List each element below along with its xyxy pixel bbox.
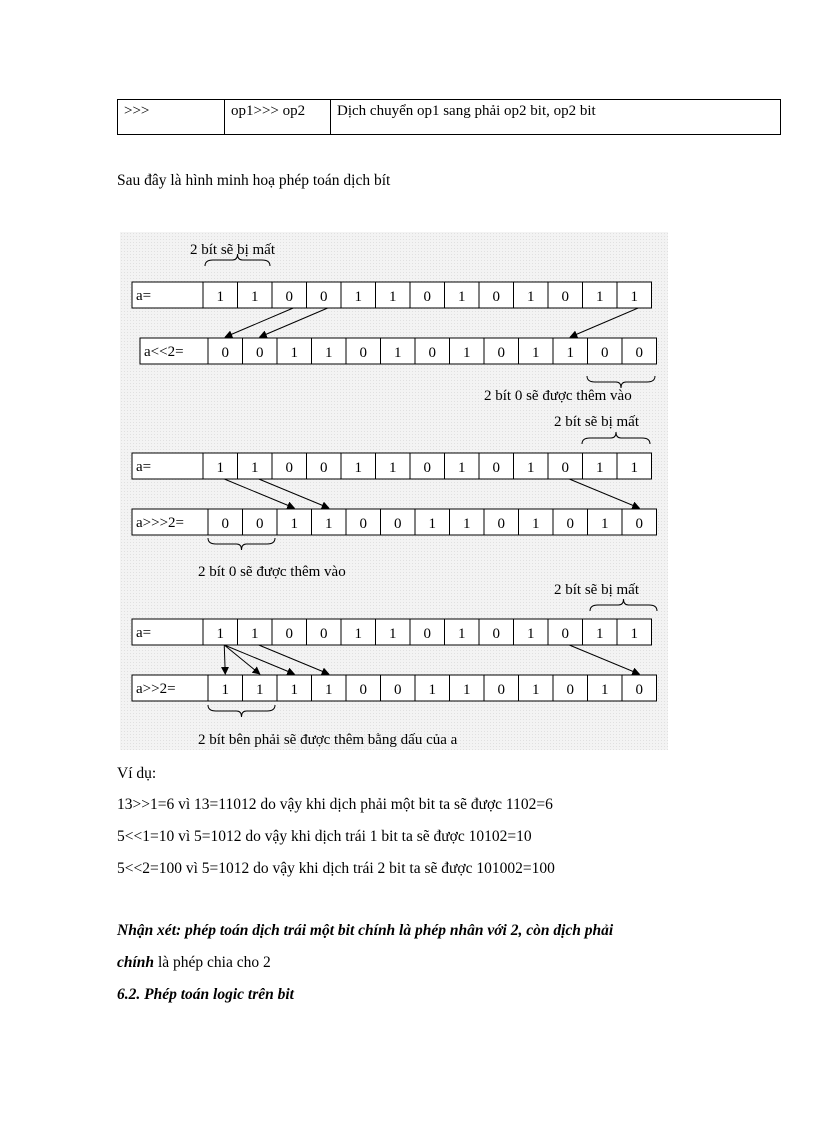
bit-value: 1: [532, 345, 540, 361]
bit-value: 1: [389, 289, 397, 305]
bit-value: 0: [285, 289, 293, 305]
row-b-label: a>>2=: [136, 681, 176, 697]
bit-value: 0: [492, 460, 500, 476]
bit-value: 1: [290, 682, 298, 698]
bit-value: 1: [532, 682, 540, 698]
example-line-3: 5<<2=100 vì 5=1012 do vậy khi dịch trái 2 bit ta sẽ được 101002=100: [117, 860, 555, 877]
bit-value: 1: [256, 682, 264, 698]
bit-value: 1: [458, 289, 466, 305]
bit-value: 1: [354, 460, 362, 476]
bit-value: 1: [216, 460, 224, 476]
bit-value: 1: [221, 682, 229, 698]
bit-value: 0: [497, 682, 505, 698]
brace-bottom: [587, 376, 655, 388]
bit-value: 0: [561, 289, 569, 305]
remark-line-2: [117, 954, 271, 972]
bit-value: 1: [290, 345, 298, 361]
shift-arrow: [569, 645, 639, 674]
shift-arrow: [260, 308, 328, 337]
bit-value: 1: [394, 345, 402, 361]
bit-value: 1: [428, 516, 436, 532]
bit-value: 0: [423, 626, 431, 642]
bit-value: 1: [463, 516, 471, 532]
bit-value: 0: [492, 289, 500, 305]
intro-text: Sau đây là hình minh hoạ phép toán dịch bít: [117, 172, 391, 189]
brace-top: [590, 599, 657, 611]
shift-arrow: [224, 645, 225, 674]
bit-value: 0: [221, 516, 229, 532]
bit-value: 1: [596, 626, 604, 642]
bit-value: 0: [428, 345, 436, 361]
table-row: [118, 100, 781, 135]
bit-value: 1: [566, 345, 574, 361]
bit-value: 0: [635, 516, 643, 532]
description-cell: Dịch chuyển op1 sang phải op2 bit, op2 bit: [331, 100, 781, 135]
section-heading: 6.2. Phép toán logic trên bit: [117, 986, 294, 1003]
shift-arrow: [259, 645, 329, 674]
bit-value: 1: [325, 345, 333, 361]
bit-value: 0: [256, 516, 264, 532]
brace-bottom: [208, 538, 275, 550]
bit-value: 1: [463, 682, 471, 698]
operator-table: [117, 99, 781, 135]
bit-value: 0: [497, 516, 505, 532]
brace-top: [582, 432, 650, 444]
lost-bits-note: 2 bít sẽ bị mất: [554, 414, 639, 430]
bit-value: 1: [532, 516, 540, 532]
bit-value: 0: [320, 626, 328, 642]
operator-cell: >>>: [118, 100, 225, 135]
bit-value: 1: [527, 626, 535, 642]
bit-value: 1: [527, 460, 535, 476]
bit-value: 1: [251, 460, 259, 476]
bit-value: 0: [566, 682, 574, 698]
row-a-label: a=: [136, 625, 152, 641]
bit-value: 1: [389, 626, 397, 642]
bit-value: 0: [561, 626, 569, 642]
bit-value: 0: [394, 682, 402, 698]
bit-value: 1: [251, 289, 259, 305]
bit-value: 1: [596, 289, 604, 305]
bit-value: 0: [394, 516, 402, 532]
bit-value: 1: [596, 460, 604, 476]
lost-bits-note: 2 bít sẽ bị mất: [190, 242, 275, 258]
bit-value: 0: [601, 345, 609, 361]
shift-arrow: [225, 308, 293, 337]
bit-shift-figure: [120, 232, 668, 750]
row-b-label: a<<2=: [144, 344, 184, 360]
added-bits-note: 2 bít 0 sẽ được thêm vào: [198, 564, 346, 580]
bit-value: 0: [221, 345, 229, 361]
bit-value: 0: [635, 345, 643, 361]
remark-rest: là phép chia cho 2: [154, 954, 271, 971]
bit-value: 0: [285, 626, 293, 642]
bit-value: 0: [497, 345, 505, 361]
brace-bottom: [208, 705, 275, 717]
bit-value: 1: [458, 460, 466, 476]
bit-value: 0: [285, 460, 293, 476]
bit-value: 0: [423, 460, 431, 476]
bit-value: 0: [635, 682, 643, 698]
remark-bold-word: chính: [117, 954, 155, 971]
bit-value: 0: [359, 345, 367, 361]
bit-value: 1: [251, 626, 259, 642]
bit-value: 0: [320, 460, 328, 476]
bit-value: 0: [492, 626, 500, 642]
example-line-2: 5<<1=10 vì 5=1012 do vậy khi dịch trái 1 bit ta sẽ được 10102=10: [117, 828, 532, 845]
bit-value: 1: [601, 682, 609, 698]
bit-value: 1: [630, 626, 638, 642]
shift-arrow: [259, 479, 329, 508]
bit-shift-diagram: [120, 232, 668, 750]
added-bits-note: 2 bít 0 sẽ được thêm vào: [484, 388, 632, 404]
bit-value: 1: [290, 516, 298, 532]
added-bits-note: 2 bít bên phải sẽ được thêm bằng dấu của a: [198, 732, 458, 748]
bit-value: 1: [354, 626, 362, 642]
bit-value: 1: [527, 289, 535, 305]
bit-value: 1: [463, 345, 471, 361]
bit-value: 0: [256, 345, 264, 361]
bit-value: 0: [423, 289, 431, 305]
bit-value: 1: [389, 460, 397, 476]
example-heading: Ví dụ:: [117, 765, 157, 782]
lost-bits-note: 2 bít sẽ bị mất: [554, 582, 639, 598]
shift-arrow: [569, 479, 639, 508]
bit-value: 1: [325, 516, 333, 532]
bit-value: 1: [601, 516, 609, 532]
bit-value: 1: [428, 682, 436, 698]
bit-value: 0: [561, 460, 569, 476]
shift-arrow: [224, 479, 294, 508]
bit-value: 1: [630, 289, 638, 305]
usage-cell: op1>>> op2: [225, 100, 331, 135]
bit-value: 0: [359, 516, 367, 532]
bit-value: 1: [216, 626, 224, 642]
bit-value: 1: [630, 460, 638, 476]
bit-value: 1: [354, 289, 362, 305]
bit-value: 0: [320, 289, 328, 305]
bit-value: 1: [458, 626, 466, 642]
example-line-1: 13>>1=6 vì 13=11012 do vậy khi dịch phải một bit ta sẽ được 1102=6: [117, 796, 553, 813]
row-b-label: a>>>2=: [136, 515, 184, 531]
shift-arrow: [570, 308, 638, 337]
bit-value: 0: [566, 516, 574, 532]
shift-arrow: [224, 645, 294, 674]
row-a-label: a=: [136, 459, 152, 475]
row-a-label: a=: [136, 288, 152, 304]
bit-value: 0: [359, 682, 367, 698]
bit-value: 1: [325, 682, 333, 698]
remark-line-1: Nhận xét: phép toán dịch trái một bit chính là phép nhân với 2, còn dịch phải: [117, 922, 614, 939]
shift-arrow: [224, 645, 260, 674]
bit-value: 1: [216, 289, 224, 305]
